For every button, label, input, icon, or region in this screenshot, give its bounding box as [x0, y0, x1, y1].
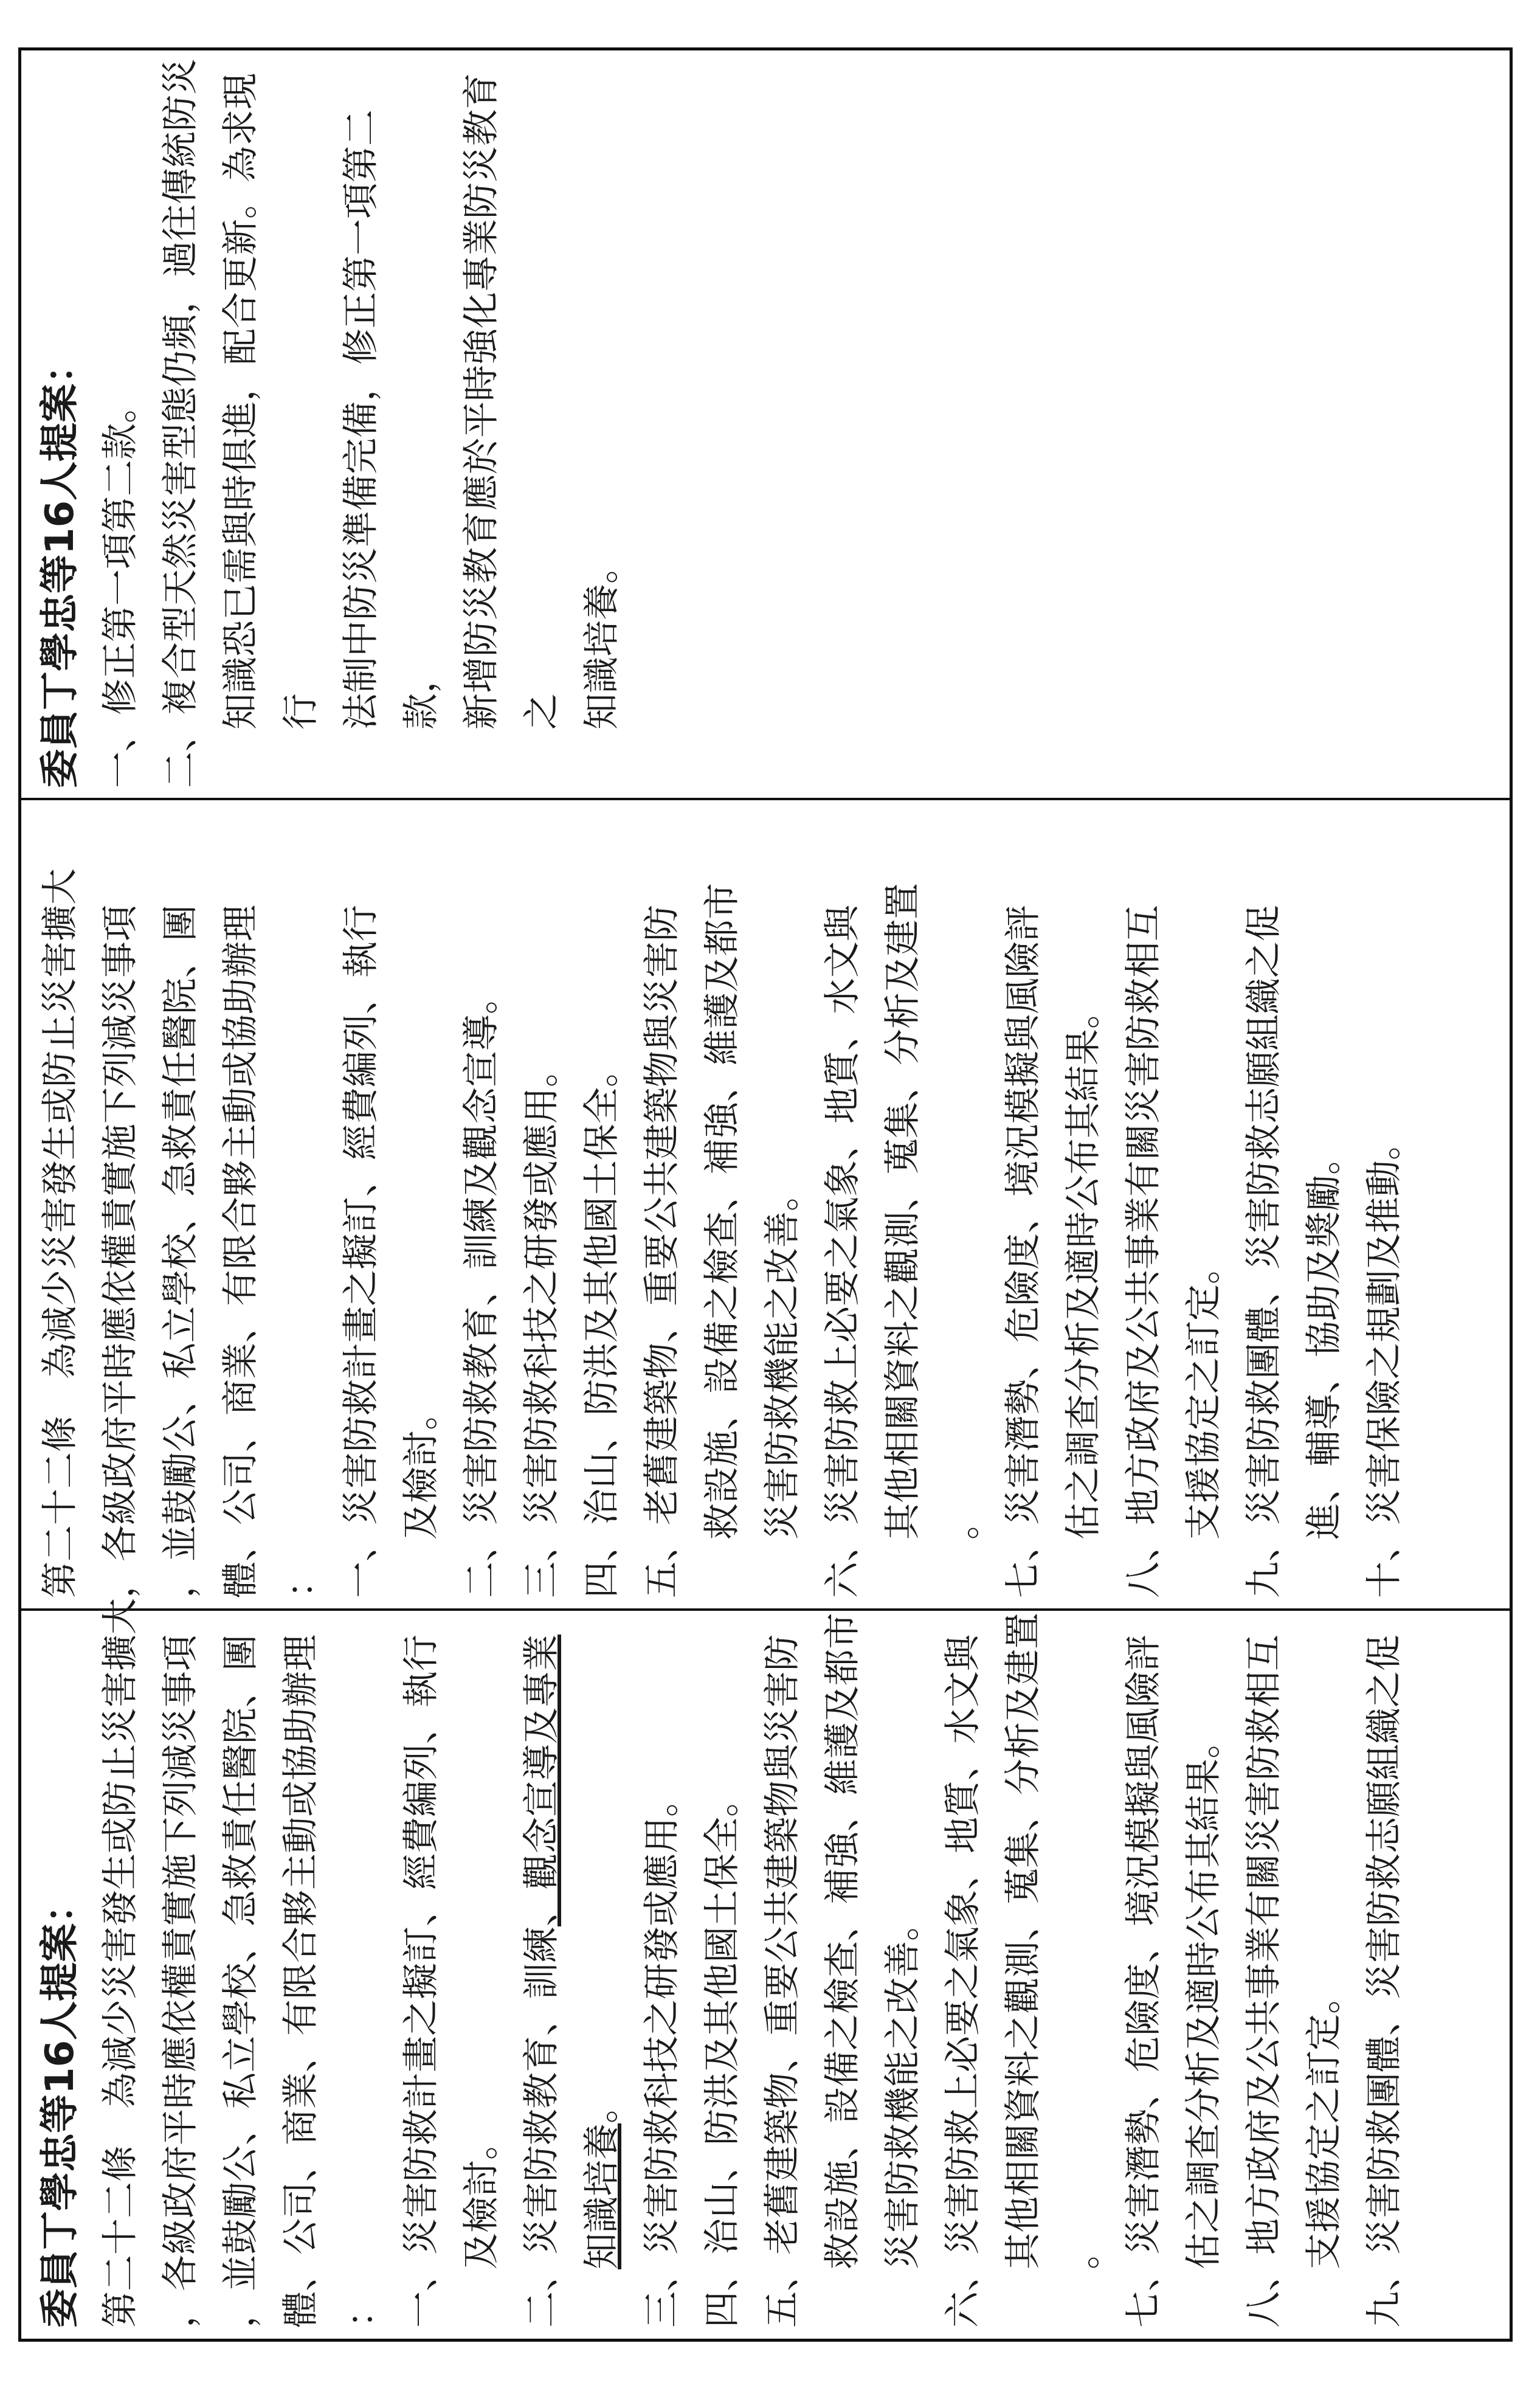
left-item-6: 六、災害防救上必要之氣象、地質、水文與 — [942, 1635, 984, 2328]
left-item-2-underlined-1: 、觀念宣導及專業 — [520, 1635, 563, 1926]
left-intro-line: 體、公司、商業、有限合夥主動或協助辦理 — [280, 1635, 322, 2328]
mid-item-1: 一、災害防救計畫之擬訂、經費編列、執行 — [340, 905, 382, 1598]
left-item-9: 九、災害防救團體、災害防救志願組織之促 — [1363, 1635, 1406, 2328]
frame-left — [18, 47, 21, 2342]
mid-item-9-cont: 進、輔導、協助及獎勵。 — [1303, 1138, 1345, 1540]
mid-item-3: 三、災害防救科技之研發或應用。 — [520, 1051, 563, 1598]
left-item-8: 八、地方政府及公共事業有關災害防救相互 — [1243, 1635, 1285, 2328]
left-item-4: 四、治山、防洪及其他國土保全。 — [701, 1780, 744, 2328]
mid-intro-line: ，並鼓勵公、私立學校、急救責任醫院、團 — [159, 905, 202, 1598]
mid-item-6: 六、災害防救上必要之氣象、地質、水文與 — [821, 905, 864, 1598]
mid-item-6-cont: 其他相關資料之觀測、蒐集、分析及建置 — [882, 883, 924, 1540]
left-item-2-end: 。 — [581, 2087, 623, 2123]
left-article-intro: 第二十二條 為減少災害發生或防止災害擴大 — [99, 1598, 142, 2328]
left-item-6-cont: 其他相關資料之觀測、蒐集、分析及建置 — [1002, 1613, 1044, 2269]
right-item-2-cont: 知識培養。 — [581, 547, 623, 730]
left-item-5: 五、老舊建築物、重要公共建築物與災害防 — [761, 1635, 804, 2328]
left-title: 委員丁學忠等16人提案： — [38, 1884, 83, 2328]
mid-item-1-cont: 及檢討。 — [400, 1394, 443, 1540]
left-item-2-pre: 二、災害防救教育、訓練 — [520, 1926, 563, 2328]
mid-intro-line: 體、公司、商業、有限合夥主動或協助辦理 — [219, 905, 262, 1598]
divider-2 — [18, 798, 1513, 800]
section-middle — [23, 1605, 826, 2408]
section-middle-text — [30, 801, 1514, 1598]
right-item-1: 一、修正第一項第二款。 — [99, 387, 142, 788]
right-item-2-cont: 知識恐已需與時俱進，配合更新。為求現行 — [219, 73, 322, 730]
mid-intro-line: ，各級政府平時應依權責實施下列減災事項 — [99, 905, 142, 1598]
mid-item-7-cont: 估之調查分析及適時公布其結果。 — [1062, 992, 1105, 1540]
left-item-1-cont: 及檢討。 — [460, 2123, 503, 2269]
left-intro-line: ，各級政府平時應依權責實施下列減災事項 — [159, 1635, 202, 2328]
section-middle-rotated — [23, 803, 1507, 1605]
mid-item-5-cont: 災害防救機能之改善。 — [761, 1175, 804, 1540]
mid-intro-line: ： — [280, 1562, 322, 1598]
left-item-6-cont: 。 — [1062, 2233, 1105, 2269]
frame-top — [18, 47, 1513, 50]
left-intro-line: ，並鼓勵公、私立學校、急救責任醫院、團 — [219, 1635, 262, 2328]
left-item-2-underlined-2: 知識培養 — [581, 2123, 623, 2269]
mid-article-intro: 第二十二條 為減少災害發生或防止災害擴大 — [39, 868, 81, 1598]
mid-item-2: 二、災害防救教育、訓練及觀念宣導。 — [460, 978, 503, 1598]
right-item-2: 二、複合型天然災害型態仍頻，過往傳統防災 — [159, 58, 202, 788]
mid-item-8: 八、地方政府及公共事業有關災害防救相互 — [1122, 905, 1165, 1598]
right-item-2-cont: 新增防災教育應於平時強化專業防災教育之 — [460, 73, 563, 730]
mid-item-4: 四、治山、防洪及其他國土保全。 — [581, 1051, 623, 1598]
section-right-text — [30, 52, 1514, 788]
left-item-5-cont: 災害防救機能之改善。 — [882, 1905, 924, 2269]
left-item-7: 七、災害潛勢、危險度、境況模擬與風險評 — [1122, 1635, 1165, 2328]
mid-item-5-cont: 救設施、設備之檢查、補強、維護及都市 — [701, 883, 744, 1540]
right-item-2-cont: 法制中防災準備完備，修正第一項第二款， — [340, 109, 443, 730]
mid-item-8-cont: 支援協定之訂定。 — [1182, 1248, 1225, 1540]
left-item-3: 三、災害防救科技之研發或應用。 — [641, 1780, 683, 2328]
mid-item-10: 十、災害保險之規劃及推動。 — [1363, 1124, 1406, 1598]
left-item-8-cont: 支援協定之訂定。 — [1303, 1977, 1345, 2269]
left-item-5-cont: 救設施、設備之檢查、補強、維護及都市 — [821, 1613, 864, 2269]
section-right-rotated — [23, 54, 1507, 795]
left-item-7-cont: 估之調查分析及適時公布其結果。 — [1182, 1722, 1225, 2269]
mid-item-5: 五、老舊建築物、重要公共建築物與災害防 — [641, 905, 683, 1598]
left-item-1: 一、災害防救計畫之擬訂、經費編列、執行 — [400, 1635, 443, 2328]
mid-item-6-cont: 。 — [942, 1503, 984, 1540]
right-title: 委員丁學忠等16人提案： — [38, 344, 83, 788]
mid-item-9: 九、災害防救團體、災害防救志願組織之促 — [1243, 905, 1285, 1598]
mid-item-7: 七、災害潛勢、危險度、境況模擬與風險評 — [1002, 905, 1044, 1598]
left-intro-line: ： — [340, 2291, 382, 2328]
